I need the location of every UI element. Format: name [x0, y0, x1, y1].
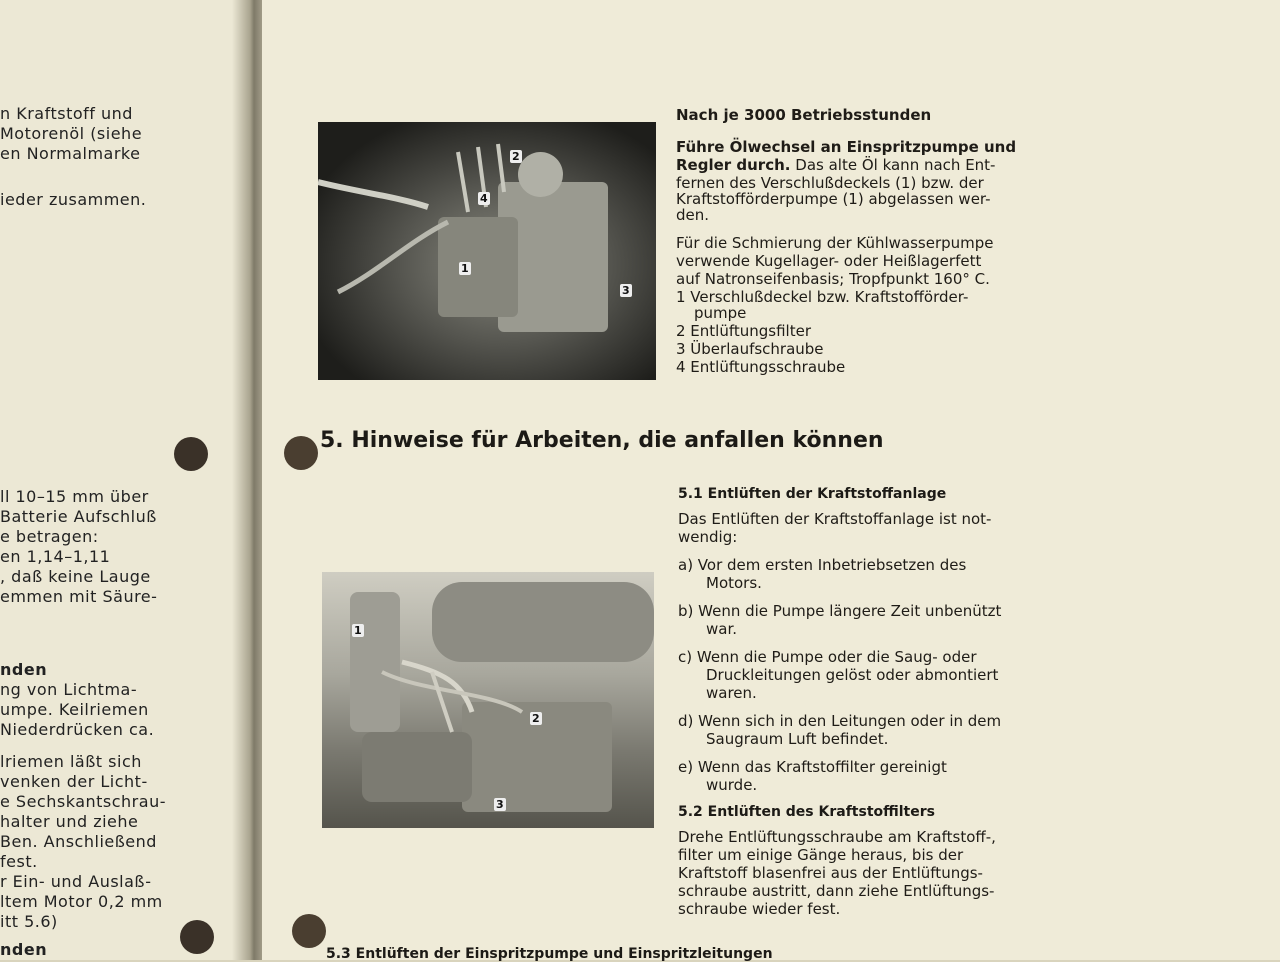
oil-change-lead-2: Regler durch. — [676, 156, 791, 174]
list-item: Druckleitungen gelöst oder abmontiert — [706, 666, 999, 684]
left-line: ng von Lichtma- — [0, 680, 138, 699]
left-line: r Ein- und Auslaß- — [0, 872, 152, 891]
list-item: e) Wenn das Kraftstoffilter gereinigt — [678, 758, 947, 776]
marker-4: 4 — [480, 192, 488, 205]
injection-pump-photo — [318, 122, 656, 380]
left-line: Niederdrücken ca. — [0, 720, 155, 739]
section-5-1-title: 5.1 Entlüften der Kraftstoffanlage — [678, 486, 947, 502]
binder-hole — [284, 436, 318, 470]
text-line: schraube wieder fest. — [678, 900, 841, 918]
left-page — [0, 0, 250, 960]
marker-1: 1 — [461, 262, 469, 275]
left-line: ltem Motor 0,2 mm — [0, 892, 163, 911]
binder-hole — [292, 914, 326, 948]
list-item: Saugraum Luft befindet. — [706, 730, 889, 748]
left-line: en Normalmarke — [0, 144, 141, 163]
left-line: lriemen läßt sich — [0, 752, 142, 771]
left-line: nden — [0, 660, 48, 679]
list-item: c) Wenn die Pumpe oder die Saug- oder — [678, 648, 977, 666]
list-item: Motors. — [706, 574, 762, 592]
photo-pipes — [322, 572, 654, 828]
text-line: Drehe Entlüftungsschraube am Kraftstoff-, — [678, 828, 996, 846]
left-line: Motorenöl (siehe — [0, 124, 143, 143]
legend-item: pumpe — [694, 304, 747, 322]
list-item: d) Wenn sich in den Leitungen oder in dem — [678, 712, 1002, 730]
marker-3: 3 — [622, 284, 630, 297]
list-item: wurde. — [706, 776, 758, 794]
marker-1: 1 — [354, 624, 362, 637]
text-line: Das Entlüften der Kraftstoffanlage ist not- — [678, 510, 992, 528]
list-item: waren. — [706, 684, 757, 702]
left-line: nden — [0, 940, 48, 959]
marker-3: 3 — [496, 798, 504, 811]
left-line: e Sechskantschrau- — [0, 792, 166, 811]
marker-2: 2 — [512, 150, 520, 163]
text-line: den. — [676, 206, 710, 224]
left-line: ieder zusammen. — [0, 190, 147, 209]
text-line: wendig: — [678, 528, 738, 546]
left-line: ll 10–15 mm über — [0, 487, 149, 506]
binder-hole — [174, 437, 208, 471]
left-line: fest. — [0, 852, 38, 871]
left-line: umpe. Keilriemen — [0, 700, 149, 719]
left-line: Batterie Aufschluß — [0, 507, 157, 526]
text-line: Für die Schmierung der Kühlwasserpumpe — [676, 234, 994, 252]
text-line: schraube austritt, dann ziehe Entlüftungs- — [678, 882, 995, 900]
legend-item: 2 Entlüftungsfilter — [676, 322, 811, 340]
left-line: halter und ziehe — [0, 812, 139, 831]
legend-item: 1 Verschlußdeckel bzw. Kraftstofförder- — [676, 288, 969, 306]
text-line: Kraftstofförderpumpe (1) abgelassen wer- — [676, 190, 991, 208]
left-line: venken der Licht- — [0, 772, 148, 791]
left-line: , daß keine Lauge — [0, 567, 151, 586]
text-line: filter um einige Gänge heraus, bis der — [678, 846, 964, 864]
left-line: Ben. Anschließend — [0, 832, 157, 851]
hours-heading: Nach je 3000 Betriebsstunden — [676, 106, 932, 124]
section-5-3-title: 5.3 Entlüften der Einspritzpumpe und Einspritzleitungen — [326, 946, 773, 962]
section-5-2-title: 5.2 Entlüften des Kraftstoffilters — [678, 804, 935, 820]
text-line: Das alte Öl kann nach Ent- — [795, 156, 996, 174]
list-item: war. — [706, 620, 738, 638]
text-line: auf Natronseifenbasis; Tropfpunkt 160° C. — [676, 270, 990, 288]
legend-item: 3 Überlaufschraube — [676, 340, 824, 358]
photo-pipes — [318, 122, 656, 380]
left-line: n Kraftstoff und — [0, 104, 133, 123]
text-line: Kraftstoff blasenfrei aus der Entlüftungs- — [678, 864, 983, 882]
left-line: itt 5.6) — [0, 912, 58, 931]
left-line: emmen mit Säure- — [0, 587, 158, 606]
left-line: e betragen: — [0, 527, 99, 546]
left-line: en 1,14–1,11 — [0, 547, 111, 566]
legend-item: 4 Entlüftungsschraube — [676, 358, 846, 376]
section-5-heading: 5. Hinweise für Arbeiten, die anfallen können — [320, 428, 884, 453]
binder-hole — [180, 920, 214, 954]
list-item: a) Vor dem ersten Inbetriebsetzen des — [678, 556, 967, 574]
text-line: fernen des Verschlußdeckels (1) bzw. der — [676, 174, 984, 192]
fuel-filter-photo — [322, 572, 654, 828]
text-line: verwende Kugellager- oder Heißlagerfett — [676, 252, 982, 270]
marker-2: 2 — [532, 712, 540, 725]
oil-change-lead: Führe Ölwechsel an Einspritzpumpe und — [676, 138, 1017, 156]
list-item: b) Wenn die Pumpe längere Zeit unbenützt — [678, 602, 1002, 620]
